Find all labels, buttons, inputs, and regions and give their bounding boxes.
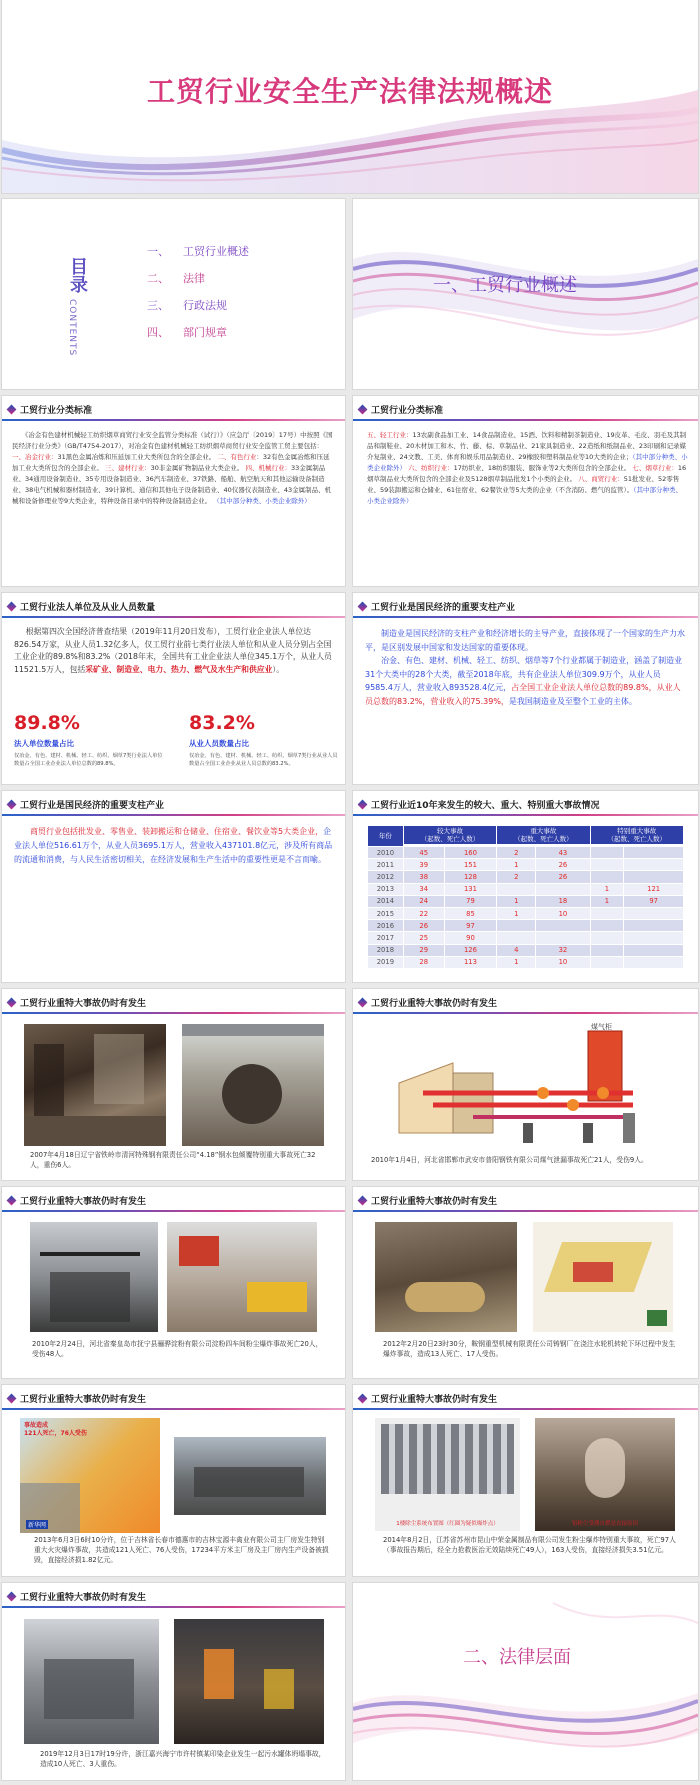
table-cell-year: 2019 <box>368 956 404 968</box>
header-diamond-icon <box>358 1195 368 1205</box>
numbers-paragraph <box>14 626 335 676</box>
table-cell: 1 <box>590 895 624 907</box>
numbers-text-end: ）。 <box>272 664 285 674</box>
table-cell <box>624 956 684 968</box>
header-underline <box>2 1606 345 1608</box>
cls1-body <box>12 430 335 507</box>
table-cell <box>624 847 684 859</box>
cls2-note-1: （其中部分种类、小类企业除外） <box>367 453 688 472</box>
table-cell: 128 <box>444 871 496 883</box>
stat-legal-units-value: 89.8% <box>14 712 80 734</box>
table-cell: 10 <box>536 956 590 968</box>
cls1-intro: 《冶金有色建材机械轻工纺织烟草商贸行业安全监管分类标准（试行）》（应急厅〔2019〕17号）中按照《国民经济行业分类》（GB/T4754-2017），对冶金有色建材机械轻工纺织烟草商贸行业安全监管工贸主要包括： <box>12 431 333 450</box>
table-cell: 113 <box>444 956 496 968</box>
cls1-note: （其中部分种类、小类企业除外） <box>213 497 311 505</box>
table-cell <box>590 944 624 956</box>
table-row <box>368 932 684 944</box>
slide-header: 工贸行业重特大事故仍时有发生 <box>371 1196 498 1207</box>
contents-item-label: 行政法规 <box>183 299 227 312</box>
contents-heading-en: CONTENTS <box>67 299 77 357</box>
table-cell: 97 <box>444 920 496 932</box>
cls2-light-text: 13农副食品加工业、14食品制造业、15酒、饮料和精制茶制造业、19皮革、毛皮、羽毛及其制品和制鞋业、20木材加工和木、竹、藤、棕、草制品业、21家具制造业、22造纸和纸制品业、23印刷和记录媒介复制业、24文教、工美、体育和娱乐用品制造业、29橡胶和塑料制品业等10大类的企业； <box>367 431 687 461</box>
cls2-body <box>367 430 688 507</box>
header-diamond-icon <box>7 1591 17 1601</box>
table-row <box>368 847 684 859</box>
contents-item-label: 法律 <box>183 272 205 285</box>
table-cell: 1 <box>497 895 536 907</box>
table-cell-year: 2013 <box>368 883 404 895</box>
slide-header: 工贸行业近10年来发生的较大、重大、特别重大事故情况 <box>371 800 600 811</box>
table-cell: 1 <box>497 859 536 871</box>
section2-slide <box>353 1583 698 1780</box>
table-cell <box>624 859 684 871</box>
table-cell: 38 <box>403 871 444 883</box>
header-underline <box>2 616 345 618</box>
header-diamond-icon <box>7 1393 17 1403</box>
stat-legal-units <box>14 712 164 768</box>
table-cell-year: 2016 <box>368 920 404 932</box>
numbers-highlight: 采矿业、制造业、电力、热力、燃气及水生产和供应业 <box>85 664 273 674</box>
table-cell: 26 <box>536 859 590 871</box>
accident-photo <box>174 1619 324 1744</box>
accident-photo <box>182 1024 324 1146</box>
table-cell <box>590 907 624 919</box>
col-extreme <box>590 826 683 845</box>
col-extreme-sub: （起数、死亡人数） <box>607 835 667 843</box>
table-cell-year: 2012 <box>368 871 404 883</box>
slide-header: 工贸行业法人单位及从业人员数量 <box>20 602 156 613</box>
slide-header: 工贸行业分类标准 <box>371 405 444 416</box>
table-cell <box>590 871 624 883</box>
pillar2-highlight: 商贸行业包括批发业、零售业、装卸搬运和仓储业、住宿业、餐饮业等5大类企业， <box>30 827 324 836</box>
table-cell: 4 <box>497 944 536 956</box>
contents-item-num: 三、 <box>147 299 169 312</box>
slide-header: 工贸行业是国民经济的重要支柱产业 <box>371 602 516 613</box>
table-cell: 2 <box>497 847 536 859</box>
table-cell <box>590 932 624 944</box>
contents-slide <box>2 199 345 389</box>
col-serious <box>497 826 590 845</box>
accident-slide-7 <box>2 1583 345 1780</box>
table-cell-year: 2010 <box>368 847 404 859</box>
accident-caption: 2013年6月3日6时10分许，位于吉林省长春市德惠市的吉林宝源丰禽业有限公司主厂房发生特别重大火灾爆炸事故，共造成121人死亡、76人受伤，17234平方米主厂房及主厂房内生产设备被损毁，直接经济损1.82亿元。 <box>34 1536 329 1564</box>
accident-photo <box>533 1222 673 1332</box>
gas-leak-diagram <box>393 1023 663 1151</box>
accident-caption: 2010年2月24日，河北省秦皇岛市抚宁县骊骅淀粉有限公司淀粉四车间粉尘爆炸事故死亡20人，受伤48人。 <box>32 1340 323 1358</box>
table-cell: 45 <box>403 847 444 859</box>
table-cell: 26 <box>536 871 590 883</box>
table-row <box>368 883 684 895</box>
slide-header: 工贸行业重特大事故仍时有发生 <box>371 998 498 1009</box>
cls2-trade-text: 51批发业、52零售业、59装卸搬运和仓储业、61住宿业、62餐饮业等5大类的企业（不含消防、燃气的监管）。 <box>367 475 680 494</box>
accident-photo <box>24 1024 166 1146</box>
table-cell <box>624 944 684 956</box>
table-cell <box>536 920 590 932</box>
classification-slide-1 <box>2 396 345 586</box>
accident-caption: 2007年4月18日辽宁省铁岭市清河特殊钢有限责任公司“4.18”钢水包倾覆特别重大事故死亡32人，重伤6人。 <box>30 1151 316 1169</box>
cover-title: 工贸行业安全生产法律法规概述 <box>146 75 553 108</box>
numbers-text: 根据第四次全国经济普查结果（2019年11月20日发布），工贸行业企业法人单位达826.54万家，从业人员1.32亿多人，仅工贸行业前七类行业法人单位和从业人员分别占全国工业企业的89.8%和83.2%（2018年末，全国共有工业企业法人单位345.1万个，从业人员11521.5万人，包括 <box>14 627 332 674</box>
accident-slide-4 <box>353 1187 698 1378</box>
slide-header: 工贸行业重特大事故仍时有发生 <box>20 1394 147 1405</box>
section1-slide <box>353 199 698 389</box>
table-row <box>368 895 684 907</box>
header-diamond-icon <box>7 1195 17 1205</box>
classification-slide-2 <box>353 396 698 586</box>
table-cell: 1 <box>497 956 536 968</box>
slide-header: 工贸行业重特大事故仍时有发生 <box>371 1394 498 1405</box>
table-cell-year: 2014 <box>368 895 404 907</box>
contents-item-4[interactable] <box>147 324 249 351</box>
pillar2-text: 企业法人单位516.61万个，从业人员3695.1万人，营业收入437101.8亿元，涉及所有商品的流通和消费，与人民生活密切相关，在经济发展和生产生活中的重要性更是不言而喻。 <box>14 827 333 864</box>
accident-table-body <box>368 847 684 969</box>
table-cell: 85 <box>444 907 496 919</box>
table-cell-year: 2018 <box>368 944 404 956</box>
accident-caption: 2014年8月2日，江苏省苏州市昆山中荣金属制品有限公司发生粉尘爆炸特别重大事故，死亡97人（事故报告期后，经全力抢救医治无效陆续死亡49人），163人受伤，直接经济损失3.51亿元。 <box>383 1536 676 1554</box>
header-underline <box>353 419 698 421</box>
accident-slide-1 <box>2 989 345 1180</box>
stat-employees-value: 83.2% <box>189 712 255 734</box>
accident-slide-3 <box>2 1187 345 1378</box>
col-year: 年份 <box>368 826 404 847</box>
table-cell: 90 <box>444 932 496 944</box>
accident-slide-6 <box>353 1385 698 1576</box>
table-cell: 24 <box>403 895 444 907</box>
accident-slide-2 <box>353 989 698 1180</box>
pillar1-body <box>365 627 688 709</box>
stat-employees-label: 从业人员数量占比 <box>189 739 249 748</box>
section1-title: 一、工贸行业概述 <box>433 275 577 296</box>
table-row <box>368 944 684 956</box>
contents-heading-cn: 目录 <box>67 257 88 293</box>
map-deaths-label: 事故造成 121人死亡，76人受伤 <box>24 1422 87 1437</box>
accident-photo <box>174 1437 326 1515</box>
pillar-slide-1 <box>353 593 698 784</box>
accident-photo <box>167 1222 317 1332</box>
header-diamond-icon <box>358 1393 368 1403</box>
table-cell: 121 <box>624 883 684 895</box>
header-diamond-icon <box>7 404 17 414</box>
accident-photo <box>375 1222 517 1332</box>
accident-photo <box>30 1222 158 1332</box>
slide-header: 工贸行业重特大事故仍时有发生 <box>20 1196 147 1207</box>
header-diamond-icon <box>358 997 368 1007</box>
table-cell: 43 <box>536 847 590 859</box>
header-diamond-icon <box>358 799 368 809</box>
stat-legal-units-desc: 仅冶金、有色、建材、机械、轻工、纺织、烟草7类行业法人单位数量占全国工业企业法人单位总数的89.8%。 <box>14 753 163 767</box>
header-underline <box>353 1408 698 1410</box>
contents-item-num: 一、 <box>147 245 169 258</box>
cls2-textile-text: 17纺织业、18纺织服装、服饰业等2大类所包含的全部企业。 <box>453 464 631 472</box>
cls1-building-text: 30非金属矿物制品业大类企业。 <box>150 464 244 472</box>
header-underline <box>353 1210 698 1212</box>
map-source-tag: 新华网 <box>28 1522 47 1529</box>
header-underline <box>353 814 698 816</box>
table-cell <box>590 847 624 859</box>
cls2-tobacco-label: 七、烟草行业： <box>632 464 678 472</box>
table-cell: 22 <box>403 907 444 919</box>
dust-origin-label: 铝粉尘受潮自燃是直接原因 <box>571 1521 638 1527</box>
pillar-slide-2 <box>2 791 345 982</box>
table-cell: 2 <box>497 871 536 883</box>
contents-item-1[interactable] <box>147 243 249 270</box>
table-row <box>368 920 684 932</box>
accident-slide-5 <box>2 1385 345 1576</box>
table-cell: 131 <box>444 883 496 895</box>
table-cell: 1 <box>497 907 536 919</box>
contents-item-num: 二、 <box>147 272 169 285</box>
slide-header: 工贸行业分类标准 <box>20 405 93 416</box>
header-underline <box>2 1210 345 1212</box>
col-serious-sub: （起数、死亡人数） <box>514 835 573 843</box>
header-diamond-icon <box>7 601 17 611</box>
table-cell <box>590 956 624 968</box>
table-cell: 18 <box>536 895 590 907</box>
dust-system-label: 1楼除尘系统布置图（红圈为疑似爆炸点） <box>396 1521 499 1527</box>
contents-item-label: 部门规章 <box>183 326 227 339</box>
table-cell: 39 <box>403 859 444 871</box>
section-wave-decoration <box>353 1583 698 1780</box>
table-cell: 79 <box>444 895 496 907</box>
table-cell <box>497 883 536 895</box>
accident-table-slide <box>353 791 698 982</box>
table-cell <box>536 883 590 895</box>
numbers-slide <box>2 593 345 784</box>
header-underline <box>353 1012 698 1014</box>
accident-photo <box>24 1619 159 1744</box>
col-extreme-title: 特别重大事故 <box>617 827 657 835</box>
col-major-sub: （起数、死亡人数） <box>420 835 480 843</box>
stat-employees <box>189 712 339 768</box>
pillar1-para-2-end: 是我国制造业及至整个工业的主体。 <box>508 696 637 706</box>
contents-item-3[interactable] <box>147 297 249 324</box>
contents-item-num: 四、 <box>147 326 169 339</box>
slide-header: 工贸行业是国民经济的重要支柱产业 <box>20 800 165 811</box>
table-cell <box>497 920 536 932</box>
table-row <box>368 859 684 871</box>
table-cell <box>497 932 536 944</box>
table-cell: 29 <box>403 944 444 956</box>
contents-list <box>147 243 249 351</box>
stat-legal-units-label: 法人单位数量占比 <box>14 739 74 748</box>
col-major-title: 较大事故 <box>436 827 463 835</box>
table-cell <box>624 932 684 944</box>
col-major <box>403 826 496 845</box>
cls2-light-label: 五、轻工行业： <box>367 431 413 439</box>
header-underline <box>2 1012 345 1014</box>
table-row <box>368 871 684 883</box>
cls1-machinery-text: 33金属制品业、34通用设备制造业、35专用设备制造业、36汽车制造业、37铁路、船舶、航空航天和其他运输设备制造业、38电气机械和器材制造业、39计算机、通信和其他电子设备制造业、40仪器仪表制造业、43金属制品、机械和设备修理业等9大类企业，特种设备目录中的特种设备制造企业。 <box>12 464 332 505</box>
table-cell-year: 2017 <box>368 932 404 944</box>
accident-photo <box>535 1418 675 1531</box>
diagram-label-gas-holder: 煤气柜 <box>591 1023 612 1031</box>
table-cell: 97 <box>624 895 684 907</box>
table-cell <box>624 920 684 932</box>
cls2-tobacco-text: 16烟草制品业大类所包含的全部企业及5128烟草制品批发1个小类的企业。 <box>367 464 687 483</box>
table-cell <box>590 859 624 871</box>
cls2-trade-label: 八、商贸行业： <box>578 475 624 483</box>
header-diamond-icon <box>358 404 368 414</box>
table-cell: 26 <box>403 920 444 932</box>
table-cell-year: 2015 <box>368 907 404 919</box>
table-cell-year: 2011 <box>368 859 404 871</box>
table-cell: 160 <box>444 847 496 859</box>
contents-item-label: 工贸行业概述 <box>183 245 249 258</box>
table-row <box>368 907 684 919</box>
table-cell <box>624 871 684 883</box>
cls1-metallurgy-text: 31黑色金属冶炼和压延加工业大类所包含的全部企业。 <box>57 453 216 461</box>
table-cell: 25 <box>403 932 444 944</box>
cls1-machinery-label: 四、机械行业： <box>245 464 291 472</box>
table-cell <box>536 932 590 944</box>
cls2-textile-label: 六、纺织行业： <box>408 464 454 472</box>
col-serious-title: 重大事故 <box>530 827 557 835</box>
accident-caption: 2019年12月3日17时19分许，浙江嘉兴海宁市许村镇某印染企业发生一起污水罐体坍塌事故，造成10人死亡、3人重伤。 <box>40 1750 326 1768</box>
cls1-nonferrous-text: ：32有色金属冶炼和压延加工业大类所包含的全部企业。 <box>12 453 330 472</box>
table-cell <box>624 907 684 919</box>
header-diamond-icon <box>7 997 17 1007</box>
header-underline <box>353 616 698 618</box>
cover-slide <box>2 0 698 193</box>
contents-item-2[interactable] <box>147 270 249 297</box>
section2-title: 二、法律层面 <box>463 1647 571 1668</box>
header-underline <box>2 1408 345 1410</box>
dust-system-diagram <box>375 1418 520 1531</box>
table-cell <box>590 920 624 932</box>
accident-map-graphic <box>20 1418 160 1533</box>
pillar2-body <box>14 825 335 867</box>
table-cell: 34 <box>403 883 444 895</box>
pillar1-para-1: 制造业是国民经济的支柱产业和经济增长的主导产业，直接体现了一个国家的生产力水平，是区别发展中国家和发达国家的重要体现。 <box>365 629 685 652</box>
table-cell: 151 <box>444 859 496 871</box>
header-underline <box>2 814 345 816</box>
table-cell: 32 <box>536 944 590 956</box>
stat-employees-desc: 仅冶金、有色、建材、机械、轻工、纺织、烟草7类行业从业人员数量占全国工业企业从业人员总数的83.2%。 <box>189 753 338 767</box>
accident-table <box>367 825 684 969</box>
pillar1-para-2: 冶金、有色、建材、机械、轻工、纺织、烟草等7个行业都属于制造业，涵盖了制造业31个大类中的28个大类，截至2018年底，共有企业法人单位309.9万个，从业人员9585.4万人，营业收入893528.4亿元， <box>365 656 683 693</box>
cls1-metallurgy-label: 一、冶金行业： <box>12 453 58 461</box>
slide-header: 工贸行业重特大事故仍时有发生 <box>20 998 147 1009</box>
table-cell: 1 <box>590 883 624 895</box>
slide-header: 工贸行业重特大事故仍时有发生 <box>20 1592 147 1603</box>
table-cell: 10 <box>536 907 590 919</box>
header-diamond-icon <box>358 601 368 611</box>
cls1-building-label: 三、建材行业： <box>105 464 151 472</box>
header-diamond-icon <box>7 799 17 809</box>
accident-table-wrap <box>367 825 684 969</box>
accident-caption: 2010年1月4日，河北省邯郸市武安市普阳钢铁有限公司煤气泄漏事故死亡21人，受伤9人。 <box>371 1156 648 1164</box>
cls2-note-2: （其中部分种类、小类企业除外） <box>367 486 682 505</box>
table-cell: 126 <box>444 944 496 956</box>
table-row <box>368 956 684 968</box>
header-underline <box>2 419 345 421</box>
table-cell: 28 <box>403 956 444 968</box>
accident-caption: 2012年2月20日23时30分，鞍钢重型机械有限责任公司铸钢厂在浇注水轮机转轮下环过程中发生爆炸事故，造成13人死亡、17人受伤。 <box>383 1340 676 1358</box>
pillar1-para-2-highlight: 占全国工业企业法人单位总数的89.8%，从业人员总数的83.2%，营业收入的75.39%， <box>365 683 681 706</box>
cls1-nonferrous-label: 二、有色行业 <box>217 453 257 461</box>
